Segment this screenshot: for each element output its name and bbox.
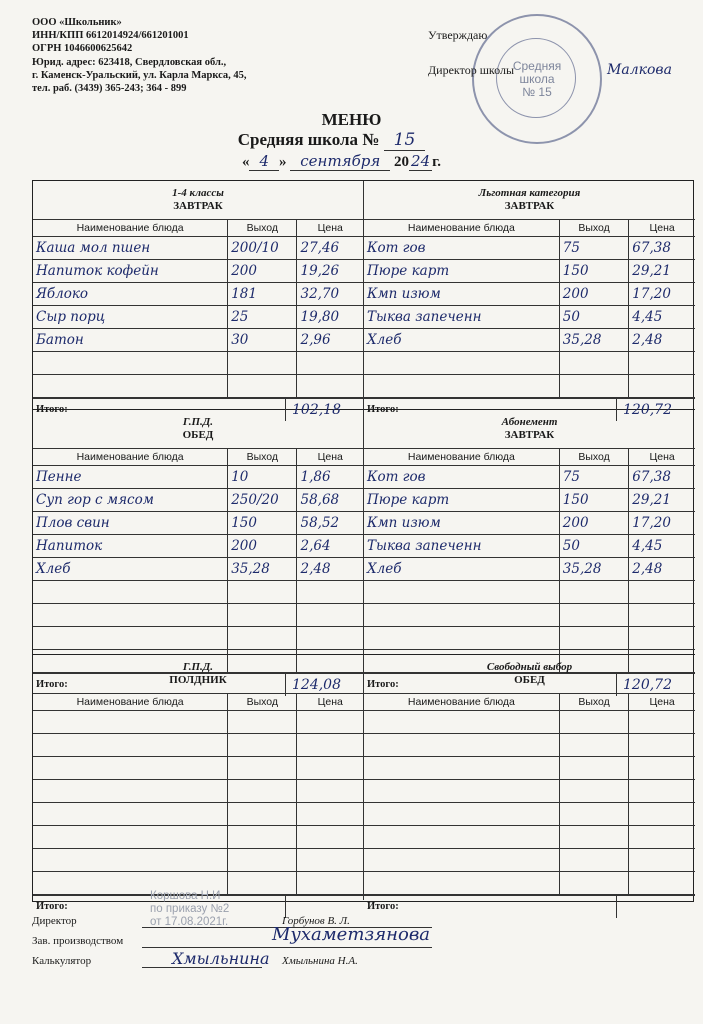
total-label: Итого:: [36, 679, 68, 690]
total-value: [616, 896, 692, 918]
dish-yield: 35,28: [559, 329, 629, 352]
dish-name: [33, 627, 228, 650]
director-school-label: Директор школы: [428, 63, 515, 77]
dish-name: Напиток: [33, 535, 228, 558]
dish-price: [297, 757, 363, 780]
director-label: Директор: [32, 915, 77, 927]
col-name-header: Наименование блюда: [364, 449, 559, 466]
dish-name: Плов свин: [33, 512, 228, 535]
dish-name: [33, 803, 228, 826]
dish-name: [364, 734, 559, 757]
table-row: [33, 558, 363, 581]
dish-price: [297, 711, 363, 734]
table-row: [33, 512, 363, 535]
table-row: [33, 849, 363, 872]
panel-heading: [33, 410, 363, 448]
dish-yield: 200: [228, 260, 297, 283]
table-row: [364, 734, 695, 757]
total-label: Итого:: [367, 901, 399, 912]
total-label: Итого:: [367, 679, 399, 690]
dish-price: 4,45: [629, 306, 695, 329]
dish-price: 67,38: [629, 466, 695, 489]
dish-yield: 50: [559, 306, 629, 329]
table-header-row: [33, 220, 363, 237]
col-price-header: Цена: [629, 449, 695, 466]
panel-title-italic: Г.П.Д.: [182, 416, 214, 428]
dish-name: [33, 780, 228, 803]
panel-title-bold: ЗАВТРАК: [504, 200, 555, 212]
dish-yield: 50: [559, 535, 629, 558]
menu-date: [0, 152, 693, 171]
col-name-header: Наименование блюда: [33, 449, 228, 466]
dish-name: Хлеб: [364, 558, 559, 581]
date-day: 4: [249, 152, 279, 171]
menu-title: МЕНЮ: [321, 110, 382, 129]
dish-name: [33, 604, 228, 627]
dish-price: [629, 757, 695, 780]
table-row: [364, 558, 695, 581]
dish-name: Кот гов: [364, 466, 559, 489]
dish-name: Пюре карт: [364, 260, 559, 283]
table-row: [33, 627, 363, 650]
table-row: [33, 535, 363, 558]
dish-yield: [228, 352, 297, 375]
dish-yield: 10: [228, 466, 297, 489]
table-row: [364, 826, 695, 849]
col-name-header: Наименование блюда: [364, 220, 559, 237]
dish-price: 19,26: [297, 260, 363, 283]
school-title: [0, 130, 683, 150]
company-address-2: г. Каменск-Уральский, ул. Карла Маркса, 45,: [32, 69, 247, 81]
school-label: Средняя школа №: [237, 130, 380, 149]
dish-name: Кмп изюм: [364, 512, 559, 535]
table-row: [33, 260, 363, 283]
table-row: [33, 757, 363, 780]
calculator-row: [32, 949, 532, 972]
dish-price: 1,86: [297, 466, 363, 489]
panel-heading: [364, 181, 695, 219]
dish-yield: [559, 604, 629, 627]
dish-yield: 250/20: [228, 489, 297, 512]
table-header-row: [364, 694, 695, 711]
col-yield-header: Выход: [228, 449, 297, 466]
table-row: [364, 375, 695, 398]
dish-name: [364, 627, 559, 650]
dish-yield: [228, 734, 297, 757]
dish-price: [297, 352, 363, 375]
dish-price: [629, 581, 695, 604]
dish-price: 19,80: [297, 306, 363, 329]
faded-stamp-line: Коршова Н.И: [150, 890, 221, 902]
dish-name: [364, 780, 559, 803]
panel-heading: [364, 410, 695, 448]
table-row: [364, 627, 695, 650]
panel-heading: [364, 655, 695, 693]
dish-price: [297, 604, 363, 627]
menu-table: [364, 693, 695, 895]
dish-price: [297, 826, 363, 849]
table-row: [364, 512, 695, 535]
table-row: [364, 872, 695, 895]
dish-yield: [228, 826, 297, 849]
dish-name: [33, 826, 228, 849]
dish-name: [33, 375, 228, 398]
dish-yield: [559, 849, 629, 872]
dish-price: 17,20: [629, 283, 695, 306]
dish-price: 17,20: [629, 512, 695, 535]
dish-price: 2,96: [297, 329, 363, 352]
table-row: [33, 329, 363, 352]
table-row: [364, 757, 695, 780]
dish-price: 58,68: [297, 489, 363, 512]
panel-title-italic: Льготная категория: [478, 187, 581, 199]
table-row: [364, 535, 695, 558]
dish-yield: 150: [559, 489, 629, 512]
school-number: 15: [384, 130, 426, 151]
dish-name: Сыр порц: [33, 306, 228, 329]
table-header-row: [33, 449, 363, 466]
approve-label: Утверждаю: [428, 28, 488, 42]
table-row: [33, 237, 363, 260]
date-year-prefix: 20: [394, 154, 410, 170]
dish-price: [297, 849, 363, 872]
col-yield-header: Выход: [228, 220, 297, 237]
dish-price: 4,45: [629, 535, 695, 558]
table-row: [364, 260, 695, 283]
table-row: [33, 375, 363, 398]
panel-benefit-breakfast: [364, 181, 695, 418]
dish-price: [629, 627, 695, 650]
dish-yield: 150: [228, 512, 297, 535]
dish-name: [33, 711, 228, 734]
dish-yield: [559, 826, 629, 849]
dish-price: 2,48: [297, 558, 363, 581]
panel-title-bold: ЗАВТРАК: [173, 200, 223, 212]
dish-yield: [559, 780, 629, 803]
dish-price: 58,52: [297, 512, 363, 535]
signatures: [32, 912, 532, 972]
panel-title-italic: Свободный выбор: [486, 661, 573, 673]
col-name-header: Наименование блюда: [33, 694, 228, 711]
date-year-end: г.: [432, 154, 442, 170]
date-quote-open: «: [241, 154, 250, 170]
table-row: [33, 352, 363, 375]
panel-title-italic: Г.П.Д.: [182, 661, 214, 673]
col-price-header: Цена: [297, 220, 363, 237]
dish-name: [364, 581, 559, 604]
table-row: [364, 489, 695, 512]
col-price-header: Цена: [629, 220, 695, 237]
table-row: [364, 803, 695, 826]
company-name: ООО «Школьник»: [32, 17, 122, 28]
table-row: [33, 581, 363, 604]
dish-name: [364, 872, 559, 895]
table-row: [33, 803, 363, 826]
stamp-line: № 15: [522, 85, 552, 99]
dish-name: Кмп изюм: [364, 283, 559, 306]
dish-yield: [228, 780, 297, 803]
table-row: [33, 826, 363, 849]
panel-title-bold: ПОЛДНИК: [169, 674, 227, 686]
dish-price: [297, 872, 363, 895]
production-row: [32, 924, 532, 952]
dish-yield: 30: [228, 329, 297, 352]
dish-yield: 75: [559, 237, 629, 260]
dish-price: [629, 375, 695, 398]
dish-price: [297, 627, 363, 650]
dish-name: Тыква запеченн: [364, 535, 559, 558]
dish-yield: [559, 757, 629, 780]
dish-yield: [228, 711, 297, 734]
production-signature: Мухаметзянова: [272, 924, 431, 945]
dish-yield: [559, 581, 629, 604]
calculator-signature: Хмыльнина: [172, 949, 270, 968]
total-value: 120,72: [616, 674, 692, 696]
date-month: сентября: [290, 152, 390, 171]
dish-yield: 200: [559, 283, 629, 306]
company-ogrn: ОГРН 1046600625642: [32, 43, 133, 55]
dish-price: [629, 780, 695, 803]
dish-yield: [228, 872, 297, 895]
dish-price: [297, 780, 363, 803]
menu-table: [33, 448, 363, 673]
menu-table: [364, 448, 695, 673]
dish-name: Суп гор с мясом: [33, 489, 228, 512]
panel-title-italic: Абонемент: [501, 416, 558, 428]
dish-name: [33, 757, 228, 780]
dish-price: [629, 352, 695, 375]
dish-price: 29,21: [629, 260, 695, 283]
table-header-row: [364, 220, 695, 237]
dish-price: [629, 711, 695, 734]
col-price-header: Цена: [297, 694, 363, 711]
dish-name: Напиток кофейн: [33, 260, 228, 283]
table-row: [33, 734, 363, 757]
dish-name: [33, 734, 228, 757]
dish-price: [297, 803, 363, 826]
dish-price: [629, 604, 695, 627]
dish-name: Тыква запеченн: [364, 306, 559, 329]
dish-price: [629, 826, 695, 849]
dish-price: 32,70: [297, 283, 363, 306]
date-year-suffix: 24: [411, 152, 431, 170]
dish-name: [364, 375, 559, 398]
total-label: Итого:: [367, 404, 399, 415]
company-inn: ИНН/КПП 6612014924/661201001: [32, 30, 189, 42]
table-row: [33, 306, 363, 329]
dish-yield: 25: [228, 306, 297, 329]
dish-yield: 200: [559, 512, 629, 535]
dish-name: [364, 849, 559, 872]
total-label: Итого:: [36, 404, 68, 415]
dish-price: [629, 872, 695, 895]
dish-yield: [559, 627, 629, 650]
table-row: [364, 329, 695, 352]
date-quote-close: »: [279, 154, 287, 170]
table-row: [364, 711, 695, 734]
dish-name: [33, 581, 228, 604]
director-approval-line: [428, 59, 672, 78]
panel-heading: [33, 655, 363, 693]
company-details: [32, 16, 247, 95]
dish-yield: [228, 604, 297, 627]
panel-title-bold: ЗАВТРАК: [504, 429, 555, 441]
dish-name: Хлеб: [364, 329, 559, 352]
dish-yield: 75: [559, 466, 629, 489]
dish-price: 67,38: [629, 237, 695, 260]
col-name-header: Наименование блюда: [33, 220, 228, 237]
total-value: 124,08: [285, 674, 361, 696]
dish-name: [364, 826, 559, 849]
dish-yield: 200/10: [228, 237, 297, 260]
dish-name: Кот гов: [364, 237, 559, 260]
dish-yield: 150: [559, 260, 629, 283]
dish-yield: [228, 581, 297, 604]
company-phone: тел. раб. (3439) 365-243; 364 - 899: [32, 83, 187, 95]
col-yield-header: Выход: [559, 694, 629, 711]
table-row: [364, 780, 695, 803]
panel-title-italic: 1-4 классы: [172, 187, 224, 199]
panel-title-bold: ОБЕД: [514, 674, 545, 686]
table-row: [364, 581, 695, 604]
dish-yield: [559, 375, 629, 398]
director-signature-name: Малкова: [607, 62, 672, 78]
table-row: [33, 711, 363, 734]
dish-name: [364, 604, 559, 627]
faded-stamp-line: от 17.08.2021г.: [150, 916, 229, 928]
calculator-name: Хмыльнина Н.А.: [282, 955, 358, 967]
stamp-line: школа: [519, 72, 555, 86]
dish-name: [33, 352, 228, 375]
dish-yield: 35,28: [228, 558, 297, 581]
dish-yield: [228, 849, 297, 872]
col-yield-header: Выход: [228, 694, 297, 711]
table-row: [364, 352, 695, 375]
dish-price: [297, 375, 363, 398]
menu-table: [33, 219, 363, 398]
dish-yield: 35,28: [559, 558, 629, 581]
col-name-header: Наименование блюда: [364, 694, 559, 711]
table-row: [33, 466, 363, 489]
dish-yield: [228, 803, 297, 826]
col-yield-header: Выход: [559, 220, 629, 237]
dish-price: 29,21: [629, 489, 695, 512]
dish-yield: [559, 803, 629, 826]
dish-yield: [559, 734, 629, 757]
dish-price: [629, 803, 695, 826]
table-row: [33, 780, 363, 803]
table-row: [364, 237, 695, 260]
dish-name: [364, 352, 559, 375]
dish-name: [364, 711, 559, 734]
dish-price: 2,48: [629, 329, 695, 352]
dish-price: [297, 581, 363, 604]
table-row: [364, 283, 695, 306]
panel-heading: [33, 181, 363, 219]
calculator-label: Калькулятор: [32, 955, 92, 967]
table-header-row: [364, 449, 695, 466]
dish-name: [364, 803, 559, 826]
table-header-row: [33, 694, 363, 711]
table-row: [33, 283, 363, 306]
dish-price: 2,48: [629, 558, 695, 581]
total-value: 120,72: [616, 399, 692, 421]
dish-name: [33, 849, 228, 872]
dish-price: 27,46: [297, 237, 363, 260]
dish-yield: [559, 352, 629, 375]
dish-yield: [559, 872, 629, 895]
dish-price: [629, 849, 695, 872]
dish-yield: 200: [228, 535, 297, 558]
menu-table: [33, 693, 363, 895]
panel-grades-1-4-breakfast: [33, 181, 364, 418]
dish-name: Каша мол пшен: [33, 237, 228, 260]
menu-table: [364, 219, 695, 398]
faded-stamp-line: по приказу №2: [150, 903, 230, 915]
director-name: Горбунов В. Л.: [282, 915, 350, 927]
table-row: [33, 604, 363, 627]
dish-price: [297, 734, 363, 757]
dish-yield: [228, 627, 297, 650]
panel-title-bold: ОБЕД: [182, 429, 214, 441]
table-row: [364, 306, 695, 329]
table-row: [364, 604, 695, 627]
dish-price: 2,64: [297, 535, 363, 558]
total-value: 102,18: [285, 399, 361, 421]
dish-name: Батон: [33, 329, 228, 352]
total-label: Итого:: [36, 901, 68, 912]
company-address-1: Юрид. адрес: 623418, Свердловская обл.,: [32, 56, 227, 68]
dish-yield: [228, 375, 297, 398]
col-yield-header: Выход: [559, 449, 629, 466]
dish-yield: [559, 711, 629, 734]
col-price-header: Цена: [629, 694, 695, 711]
dish-name: Пенне: [33, 466, 228, 489]
dish-price: [629, 734, 695, 757]
table-row: [364, 466, 695, 489]
table-row: [33, 489, 363, 512]
stamp-line: Средняя: [512, 59, 562, 73]
dish-yield: [228, 757, 297, 780]
production-label: Зав. производством: [32, 935, 124, 947]
dish-yield: 181: [228, 283, 297, 306]
panel-free-choice-lunch: [364, 655, 695, 912]
col-price-header: Цена: [297, 449, 363, 466]
dish-name: Хлеб: [33, 558, 228, 581]
table-row: [364, 849, 695, 872]
dish-name: Яблоко: [33, 283, 228, 306]
dish-name: [364, 757, 559, 780]
dish-name: Пюре карт: [364, 489, 559, 512]
